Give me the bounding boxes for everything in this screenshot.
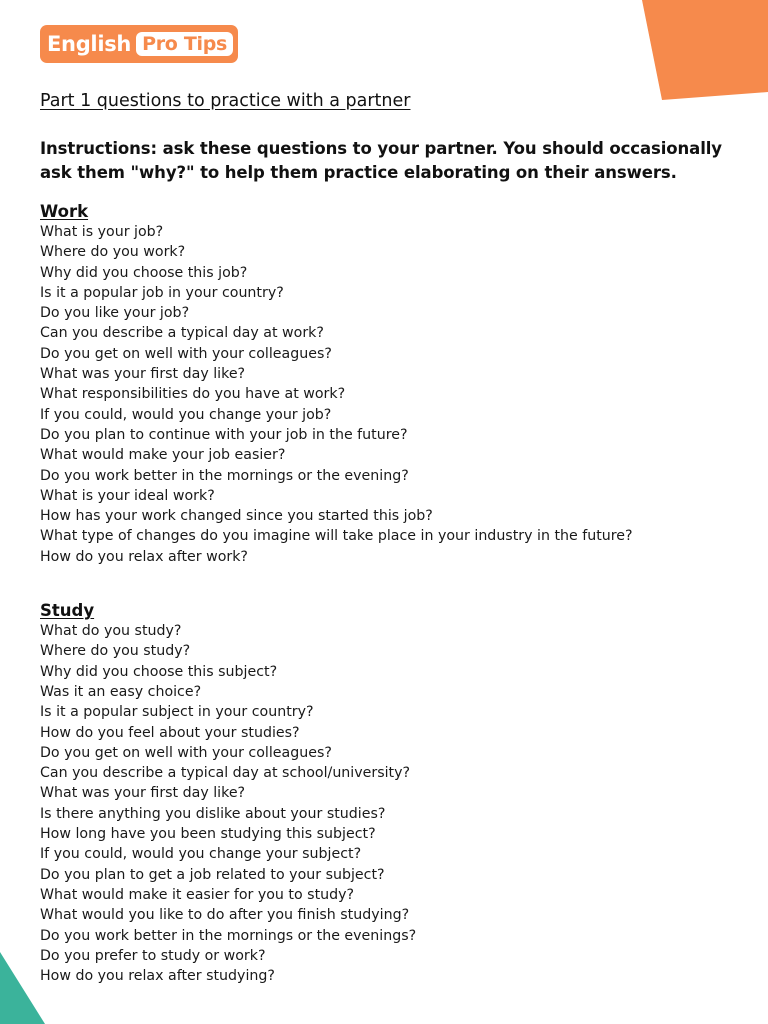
question-item: How do you feel about your studies? — [40, 724, 300, 741]
study-question-list — [40, 621, 730, 986]
question-item: Is it a popular job in your country? — [40, 284, 284, 301]
question-item: Where do you work? — [40, 244, 186, 261]
section-heading-work: Work — [40, 202, 89, 221]
question-item: What is your ideal work? — [40, 487, 215, 504]
question-item: How long have you been studying this subject? — [40, 826, 376, 843]
question-item: Why did you choose this job? — [40, 264, 248, 281]
question-item: Why did you choose this subject? — [40, 663, 278, 680]
question-item: What was your first day like? — [40, 785, 246, 802]
question-item: Do you like your job? — [40, 305, 190, 322]
question-item: How do you relax after work? — [40, 548, 248, 565]
question-item: What is your job? — [40, 224, 164, 240]
work-question-list — [40, 222, 730, 567]
question-item: What would make your job easier? — [40, 447, 286, 464]
section-heading-study: Study — [40, 601, 95, 621]
question-item: Do you work better in the mornings or the evening? — [40, 467, 409, 484]
question-item: What would you like to do after you finish studying? — [40, 907, 410, 924]
question-item: Do you get on well with your colleagues? — [40, 744, 332, 761]
question-item: Can you describe a typical day at work? — [40, 325, 324, 342]
instructions-paragraph: Instructions: ask these questions to your partner. You should occasionally ask them "why?" to help them practice elaborating on their answers. — [40, 139, 722, 182]
logo-word: English — [47, 32, 132, 56]
question-item: If you could, would you change your job? — [40, 406, 332, 423]
question-item: Do you get on well with your colleagues? — [40, 345, 332, 362]
document-body — [40, 89, 730, 986]
question-item: What was your first day like? — [40, 366, 246, 383]
question-item: What do you study? — [40, 623, 182, 640]
question-item: If you could, would you change your subject? — [40, 846, 362, 863]
question-item: How do you relax after studying? — [40, 968, 275, 985]
question-item: Do you work better in the mornings or the evenings? — [40, 927, 417, 944]
english-pro-tips-logo — [40, 25, 238, 63]
question-item: What type of changes do you imagine will take place in your industry in the future? — [40, 528, 633, 545]
question-item: Can you describe a typical day at school/university? — [40, 765, 411, 782]
question-item: Do you prefer to study or work? — [40, 947, 266, 964]
question-item: What would make it easier for you to study? — [40, 886, 355, 903]
question-item: How has your work changed since you started this job? — [40, 508, 433, 525]
question-item: Was it an easy choice? — [40, 683, 202, 700]
page-title: Part 1 questions to practice with a partner — [40, 91, 411, 111]
question-item: Is it a popular subject in your country? — [40, 704, 314, 721]
question-item: Do you plan to continue with your job in the future? — [40, 426, 408, 443]
question-item: Is there anything you dislike about your studies? — [40, 805, 386, 822]
logo-badge: Pro Tips — [136, 32, 233, 56]
question-item: What responsibilities do you have at work? — [40, 386, 346, 403]
question-item: Where do you study? — [40, 643, 191, 660]
question-item: Do you plan to get a job related to your subject? — [40, 866, 385, 883]
